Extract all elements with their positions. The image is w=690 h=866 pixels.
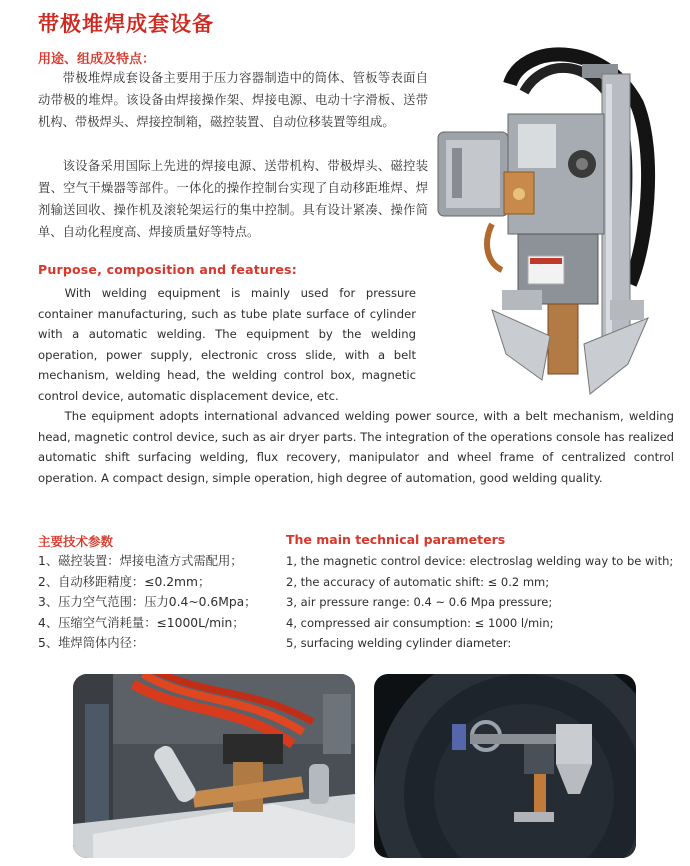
- param-en-2: 2, the accuracy of automatic shift: ≤ 0.2 mm;: [286, 574, 550, 589]
- param-en-5: 5, surfacing welding cylinder diameter:: [286, 636, 512, 650]
- paragraph-en-1: With welding equipment is mainly used for pressure container manufacturing, such as tube plate surface of cylinder with a automatic welding. The equipment by the welding operation, power supply, electronic cross slide, with a belt mechanism, welding head, the welding control box, magnetic control device, automatic displacement device, etc.: [38, 286, 416, 403]
- param-cn-3: 3、压力空气范围：压力0.4~0.6Mpa；: [38, 595, 257, 609]
- params-heading-cn: 主要技术参数: [38, 534, 114, 549]
- param-en-4: 4, compressed air consumption: ≤ 1000 l/min;: [286, 615, 554, 630]
- paragraph-cn-1: 带极堆焊成套设备主要用于压力容器制造中的筒体、管板等表面自动带极的堆焊。该设备由焊接操作架、焊接电源、电动十字滑板、送带机构、带极焊头、焊接控制箱，磁控装置、自动位移装置等组成。: [38, 71, 428, 129]
- params-list-cn: [38, 551, 256, 654]
- param-cn-5: 5、堆焊筒体内径：: [38, 636, 145, 650]
- paragraph-cn-2: 该设备采用国际上先进的焊接电源、送带机构、带极焊头、磁控装置、空气干燥器等部件。一体化的操作控制台实现了自动移距堆焊、焊剂输送回收、操作机及滚轮架运行的集中控制。具有设计紧凑、操作简单、自动化程度高、焊接质量好等特点。: [38, 159, 428, 239]
- param-cn-2: 2、自动移距精度：≤0.2mm；: [38, 574, 211, 589]
- section-heading-cn: 用途、组成及特点：: [38, 52, 156, 67]
- params-list-en: [286, 551, 673, 654]
- photo-welding-operation: [73, 674, 355, 858]
- param-cn-4: 4、压缩空气消耗量：≤1000L/min；: [38, 615, 245, 630]
- photo-cylinder-interior: [374, 674, 636, 858]
- section-heading-en: Purpose, composition and features:: [38, 262, 297, 277]
- param-en-1: 1, the magnetic control device: electroslag welding way to be with;: [286, 554, 674, 568]
- paragraph-en-2: The equipment adopts international advanced welding power source, with a belt mechanism, welding head, magnetic control device, such as air dryer parts. The integration of the operations console has realized automatic shift surfacing welding, flux recovery, manipulator and wheel frame of centralized control operation. A compact design, simple operation, high degree of automation, good welding quality.: [38, 409, 674, 485]
- page-title: 带极堆焊成套设备: [38, 12, 214, 36]
- params-heading-en: The main technical parameters: [286, 532, 506, 547]
- param-en-3: 3, air pressure range: 0.4 ~ 0.6 Mpa pressure;: [286, 595, 553, 609]
- param-cn-1: 1、磁控装置：焊接电渣方式需配用；: [38, 554, 243, 568]
- welding-head-image: [432, 44, 656, 404]
